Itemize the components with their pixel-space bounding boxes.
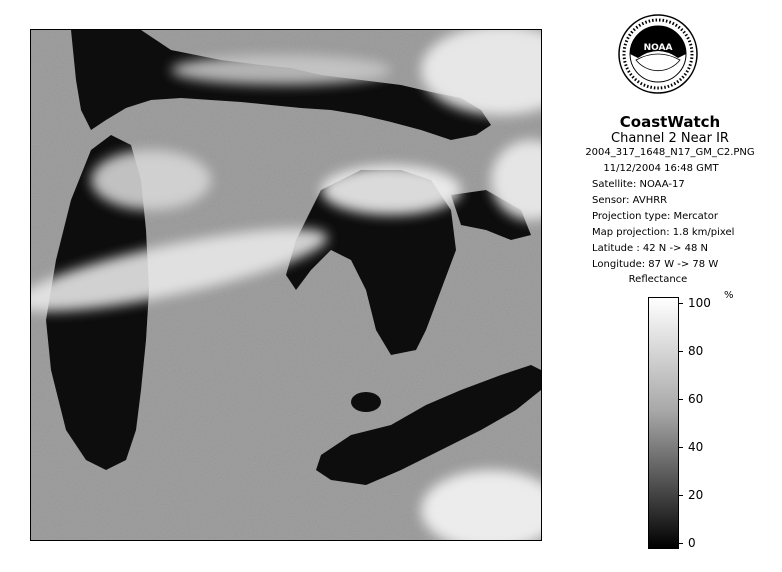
colorbar-tick-label: 80 [688, 344, 704, 358]
product-subtitle: Channel 2 Near IR [611, 131, 729, 146]
great-lakes-map [31, 30, 541, 540]
satellite-image [30, 29, 542, 541]
lake-st-clair [351, 392, 381, 412]
map-projection: Map projection: 1.8 km/pixel [592, 227, 735, 238]
longitude-range: Longitude: 87 W -> 78 W [592, 259, 719, 270]
colorbar-tick-label: 60 [688, 392, 704, 406]
latitude-range: Latitude : 42 N -> 48 N [592, 243, 708, 254]
file-name: 2004_317_1648_N17_GM_C2.PNG [585, 147, 755, 158]
colorbar-tick [679, 399, 683, 400]
colorbar-tick-label: 40 [688, 440, 704, 454]
noaa-logo-icon [618, 14, 698, 94]
sensor-label: Sensor: AVHRR [592, 195, 668, 206]
colorbar-tick-label: 0 [688, 536, 696, 550]
colorbar-tick [679, 351, 683, 352]
legend-unit: % [724, 290, 734, 301]
colorbar-tick [679, 543, 683, 544]
satellite-label: Satellite: NOAA-17 [592, 179, 685, 190]
reflectance-colorbar [648, 297, 679, 549]
colorbar-tick [679, 447, 683, 448]
colorbar-tick [679, 303, 683, 304]
colorbar-tick-label: 20 [688, 488, 704, 502]
logo-text: NOAA [643, 43, 673, 53]
product-title: CoastWatch [619, 113, 721, 131]
projection-type: Projection type: Mercator [592, 211, 718, 222]
acquisition-datetime: 11/12/2004 16:48 GMT [603, 163, 719, 174]
legend-title: Reflectance [628, 274, 688, 285]
colorbar-tick-label: 100 [688, 296, 711, 310]
colorbar-tick [679, 495, 683, 496]
